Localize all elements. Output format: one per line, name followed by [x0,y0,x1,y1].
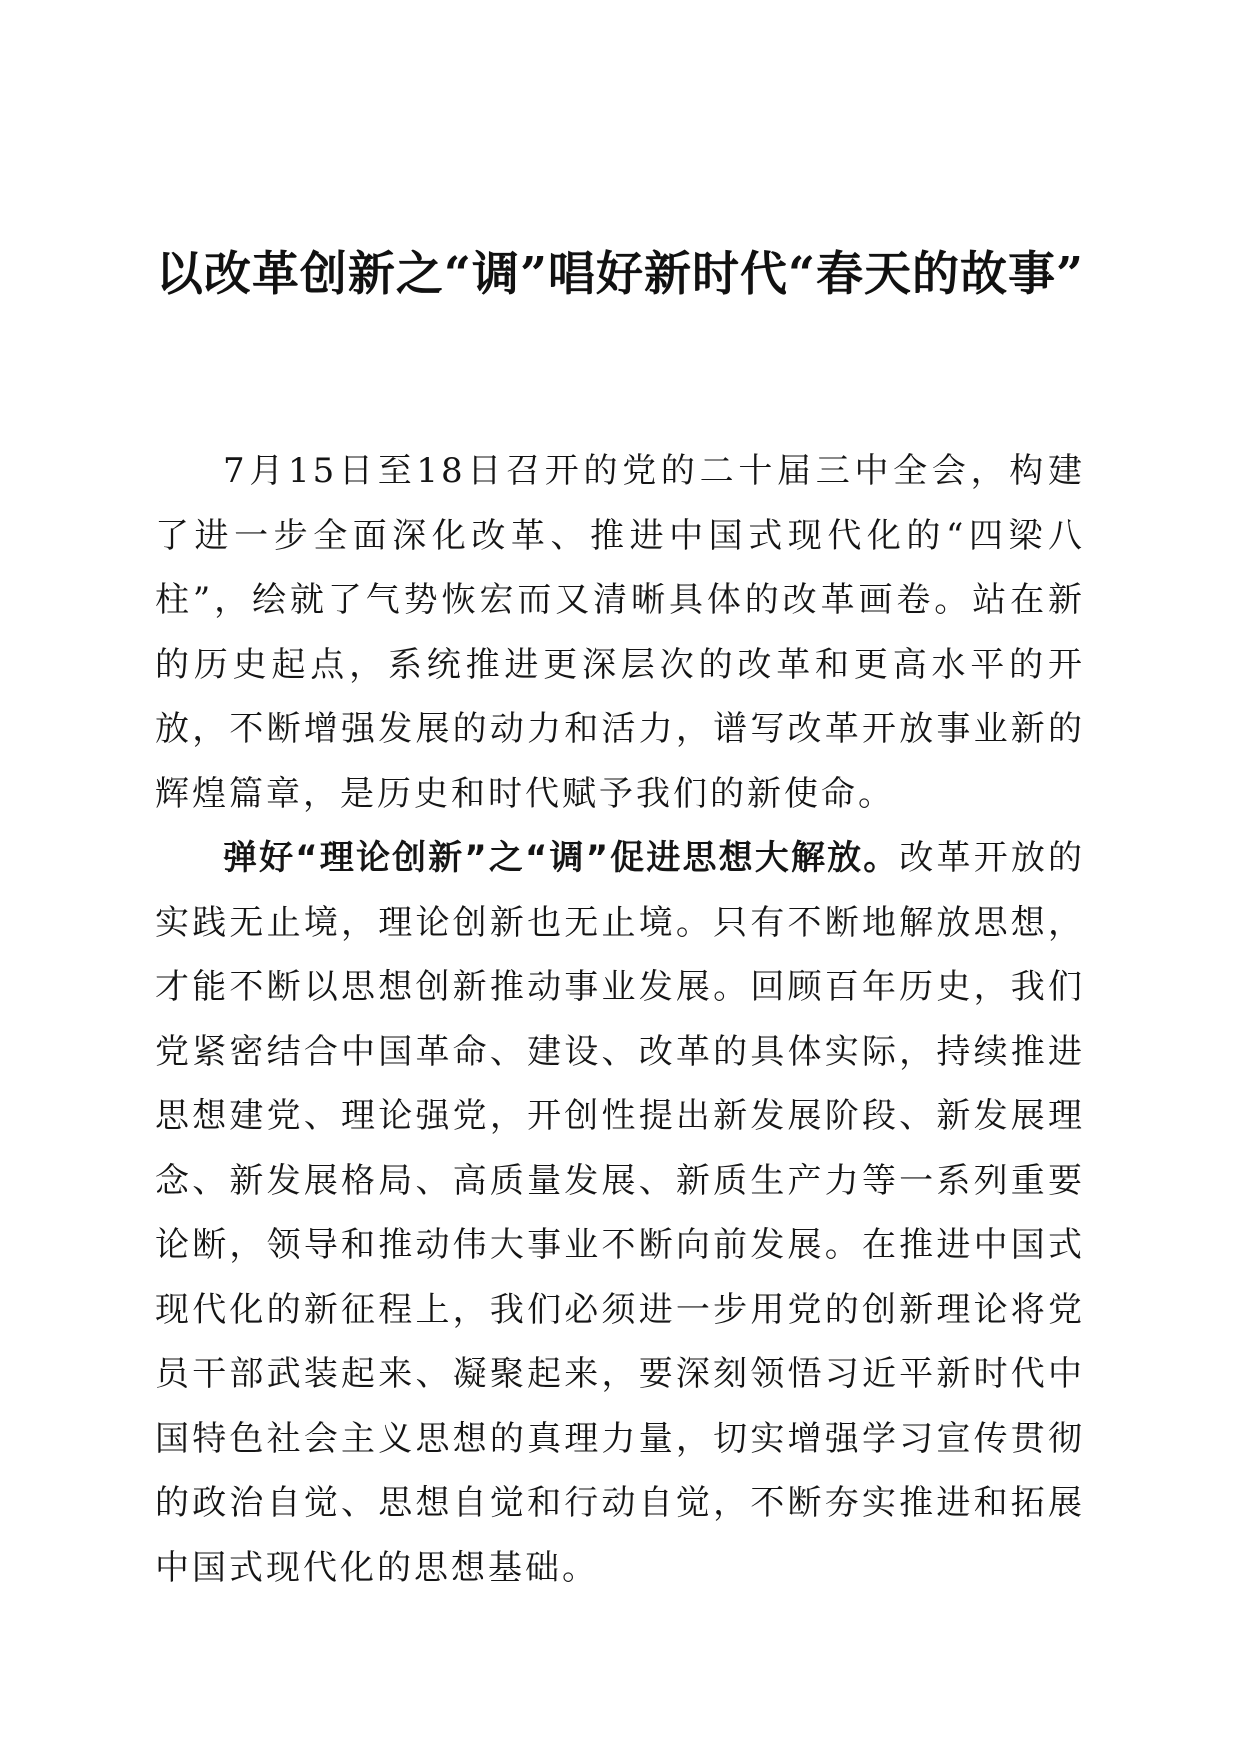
paragraph-text: 改革开放的实践无止境，理论创新也无止境。只有不断地解放思想，才能不断以思想创新推动事业发展。回顾百年历史，我们党紧密结合中国革命、建设、改革的具体实际，持续推进思想建党、理论强党，开创性提出新发展阶段、新发展理念、新发展格局、高质量发展、新质生产力等一系列重要论断，领导和推动伟大事业不断向前发展。在推进中国式现代化的新征程上，我们必须进一步用党的创新理论将党员干部武装起来、凝聚起来，要深刻领悟习近平新时代中国特色社会主义思想的真理力量，切实增强学习宣传贯彻的政治自觉、思想自觉和行动自觉，不断夯实推进和拓展中国式现代化的思想基础。 [155,838,1085,1588]
paragraph-heading: 弹好“理论创新”之“调”促进思想大解放。 [223,838,900,878]
paragraph-intro [155,439,1085,826]
paragraph-theory-innovation [155,826,1085,1600]
paragraph-text: 7月15日至18日召开的党的二十届三中全会，构建了进一步全面深化改革、推进中国式现代化的“四梁八柱”，绘就了气势恢宏而又清晰具体的改革画卷。站在新的历史起点，系统推进更深层次的改革和更高水平的开放，不断增强发展的动力和活力，谱写改革开放事业新的辉煌篇章，是历史和时代赋予我们的新使命。 [155,451,1085,814]
document-title: 以改革创新之“调”唱好新时代“春天的故事” [155,247,1085,302]
document-body [155,439,1085,1600]
